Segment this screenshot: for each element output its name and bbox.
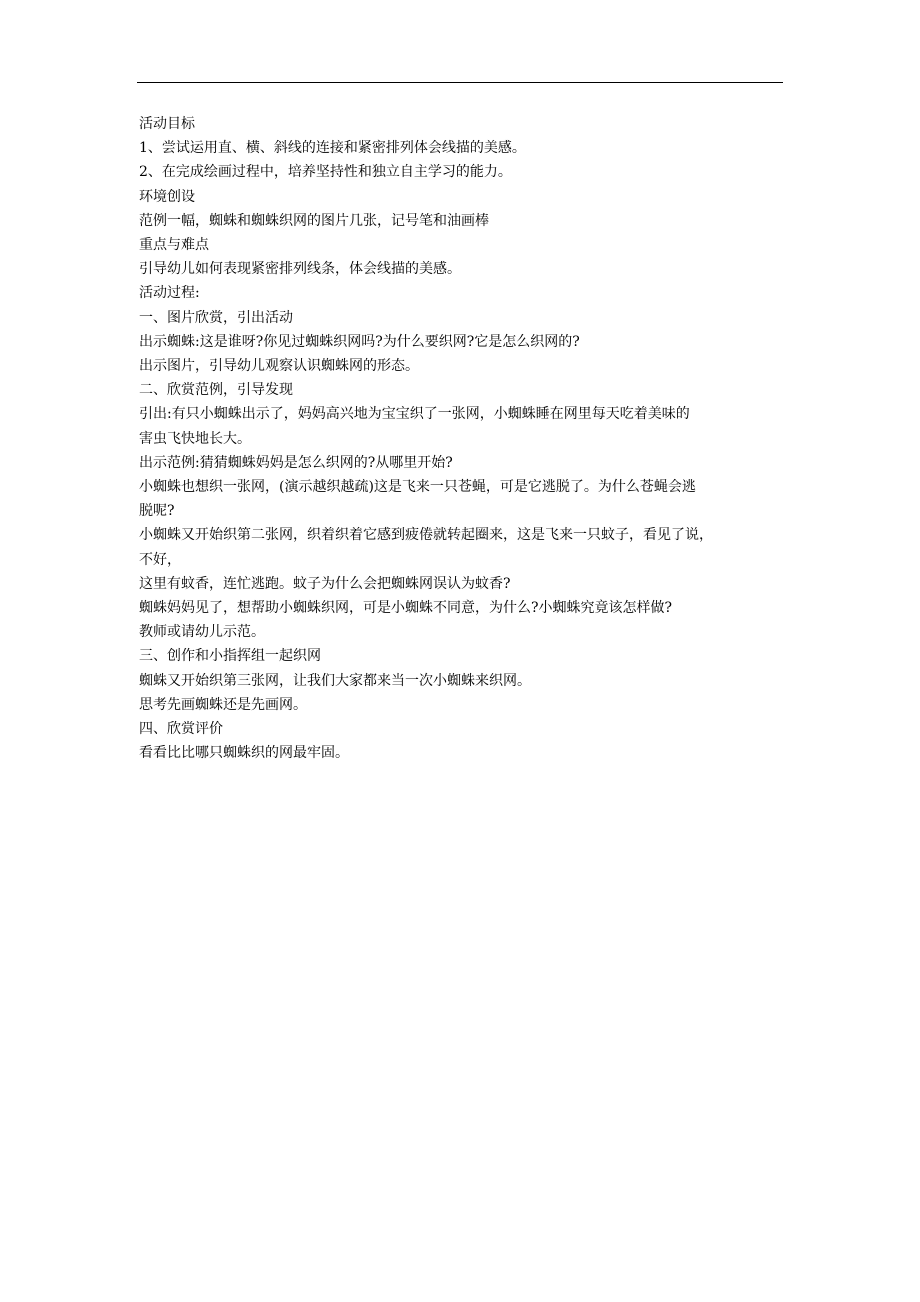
paragraph-line: 看看比比哪只蜘蛛织的网最牢固。: [139, 745, 349, 762]
section-heading-process: 活动过程:: [139, 285, 200, 302]
key-points-text: 引导幼儿如何表现紧密排列线条，体会线描的美感。: [139, 261, 461, 278]
paragraph-line: 小蜘蛛也想织一张网，(演示越织越疏)这是飞来一只苍蝇，可是它逃脱了。为什么苍蝇会逃: [139, 479, 696, 496]
paragraph-line: 引出:有只小蜘蛛出示了，妈妈高兴地为宝宝织了一张网，小蜘蛛睡在网里每天吃着美味的: [139, 406, 690, 423]
paragraph-line: 出示范例:猜猜蜘蛛妈妈是怎么织网的?从哪里开始?: [139, 454, 453, 471]
paragraph-line: 害虫飞快地长大。: [139, 430, 251, 447]
header-rule: [137, 82, 783, 83]
paragraph-line: 不好，: [139, 551, 181, 568]
goal-item-1: 1、尝试运用直、横、斜线的连接和紧密排列体会线描的美感。: [139, 140, 526, 157]
paragraph-line: 这里有蚊香，连忙逃跑。蚊子为什么会把蜘蛛网误认为蚊香?: [139, 575, 511, 592]
goal-item-2: 2、在完成绘画过程中，培养坚持性和独立自主学习的能力。: [139, 164, 512, 181]
step-heading-1: 一、图片欣赏，引出活动: [139, 309, 293, 326]
paragraph-line: 思考先画蜘蛛还是先画网。: [139, 696, 307, 713]
paragraph-line: 出示蜘蛛:这是谁呀?你见过蜘蛛织网吗?为什么要织网?它是怎么织网的?: [139, 333, 580, 350]
paragraph-line: 小蜘蛛又开始织第二张网，织着织着它感到疲倦就转起圈来，这是飞来一只蚊子，看见了说，: [139, 527, 713, 544]
document-body: [139, 112, 784, 765]
environment-text: 范例一幅，蜘蛛和蜘蛛织网的图片几张，记号笔和油画棒: [139, 212, 489, 229]
paragraph-line: 蜘蛛妈妈见了，想帮助小蜘蛛织网，可是小蜘蛛不同意，为什么?小蜘蛛究竟该怎样做?: [139, 600, 673, 617]
paragraph-line: 脱呢?: [139, 503, 175, 520]
section-heading-key-points: 重点与难点: [139, 237, 209, 254]
step-heading-4: 四、欣赏评价: [139, 721, 223, 738]
paragraph-line: 教师或请幼儿示范。: [139, 624, 265, 641]
paragraph-line: 蜘蛛又开始织第三张网，让我们大家都来当一次小蜘蛛来织网。: [139, 672, 531, 689]
section-heading-environment: 环境创设: [139, 188, 195, 205]
paragraph-line: 出示图片，引导幼儿观察认识蜘蛛网的形态。: [139, 358, 419, 375]
section-heading-goals: 活动目标: [139, 116, 195, 132]
step-heading-2: 二、欣赏范例，引导发现: [139, 382, 293, 399]
step-heading-3: 三、创作和小指挥组一起织网: [139, 648, 321, 665]
